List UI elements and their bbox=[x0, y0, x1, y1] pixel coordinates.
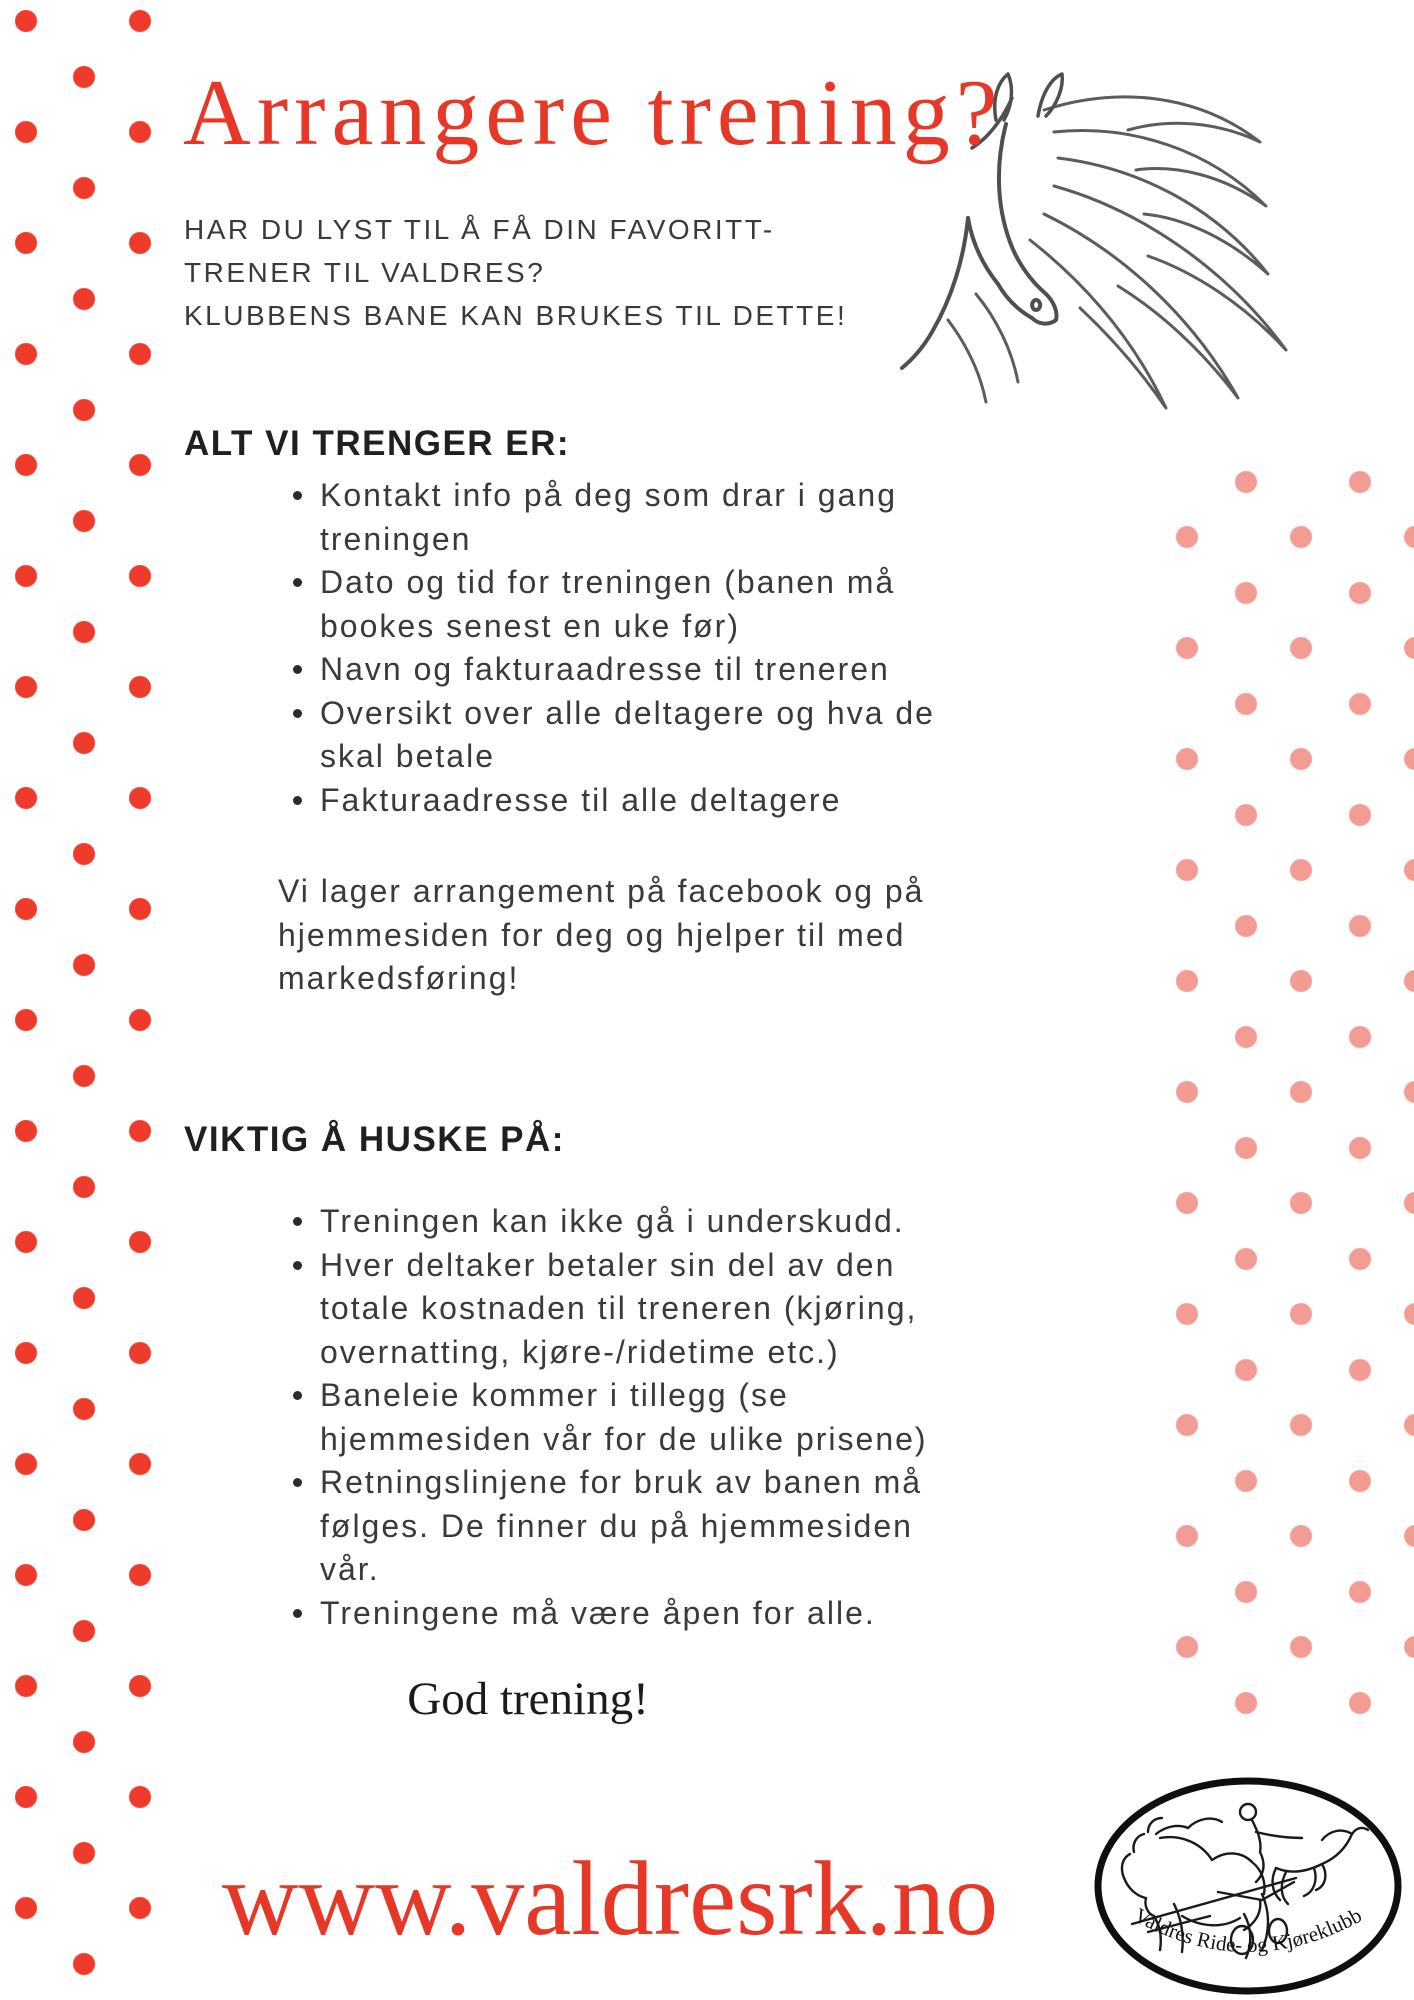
list-item: Baneleie kommer i tillegg (se hjemmesiden vår for de ulike prisene) bbox=[320, 1374, 972, 1461]
section-heading-needs: ALT VI TRENGER ER: bbox=[184, 424, 571, 463]
dot-pattern-left bbox=[0, 0, 170, 2000]
list-item: Hver deltaker betaler sin del av den totale kostnaden til treneren (kjøring, overnatting, kjøre-/ridetime etc.) bbox=[320, 1244, 972, 1375]
remember-list bbox=[320, 1200, 972, 1635]
closing-text: God trening! bbox=[407, 1673, 649, 1725]
list-item: Retningslinjene for bruk av banen må følges. De finner du på hjemmesiden vår. bbox=[320, 1461, 972, 1592]
intro-line: HAR DU LYST TIL Å FÅ DIN FAVORITT- bbox=[184, 214, 775, 245]
list-item: Fakturaadresse til alle deltagere bbox=[320, 779, 972, 823]
needs-list bbox=[320, 474, 972, 822]
dot-pattern-right bbox=[1160, 466, 1414, 1730]
list-item: Treningene må være åpen for alle. bbox=[320, 1592, 972, 1636]
list-item: Treningen kan ikke gå i underskudd. bbox=[320, 1200, 972, 1244]
list-item: Oversikt over alle deltagere og hva de skal betale bbox=[320, 692, 972, 779]
club-logo bbox=[1090, 1774, 1406, 2000]
intro-text bbox=[184, 208, 847, 337]
intro-line: TRENER TIL VALDRES? bbox=[184, 257, 546, 288]
section-heading-remember: VIKTIG Å HUSKE PÅ: bbox=[184, 1120, 565, 1159]
promo-note: Vi lager arrangement på facebook og på hjemmesiden for deg og hjelper til med markedsføring! bbox=[278, 873, 925, 996]
list-item: Navn og fakturaadresse til treneren bbox=[320, 648, 972, 692]
poster-title: Arrangere trening? bbox=[183, 61, 1004, 165]
logo-arc-text: Valdres Ride- og Kjøreklubb bbox=[1130, 1902, 1366, 1958]
website-url: www.valdresrk.no bbox=[222, 1840, 999, 1957]
list-item: Kontakt info på deg som drar i gang treningen bbox=[320, 474, 972, 561]
intro-line: KLUBBENS BANE KAN BRUKES TIL DETTE! bbox=[184, 300, 848, 331]
logo-oval bbox=[1098, 1781, 1398, 1991]
list-item: Dato og tid for treningen (banen må bookes senest en uke før) bbox=[320, 561, 972, 648]
